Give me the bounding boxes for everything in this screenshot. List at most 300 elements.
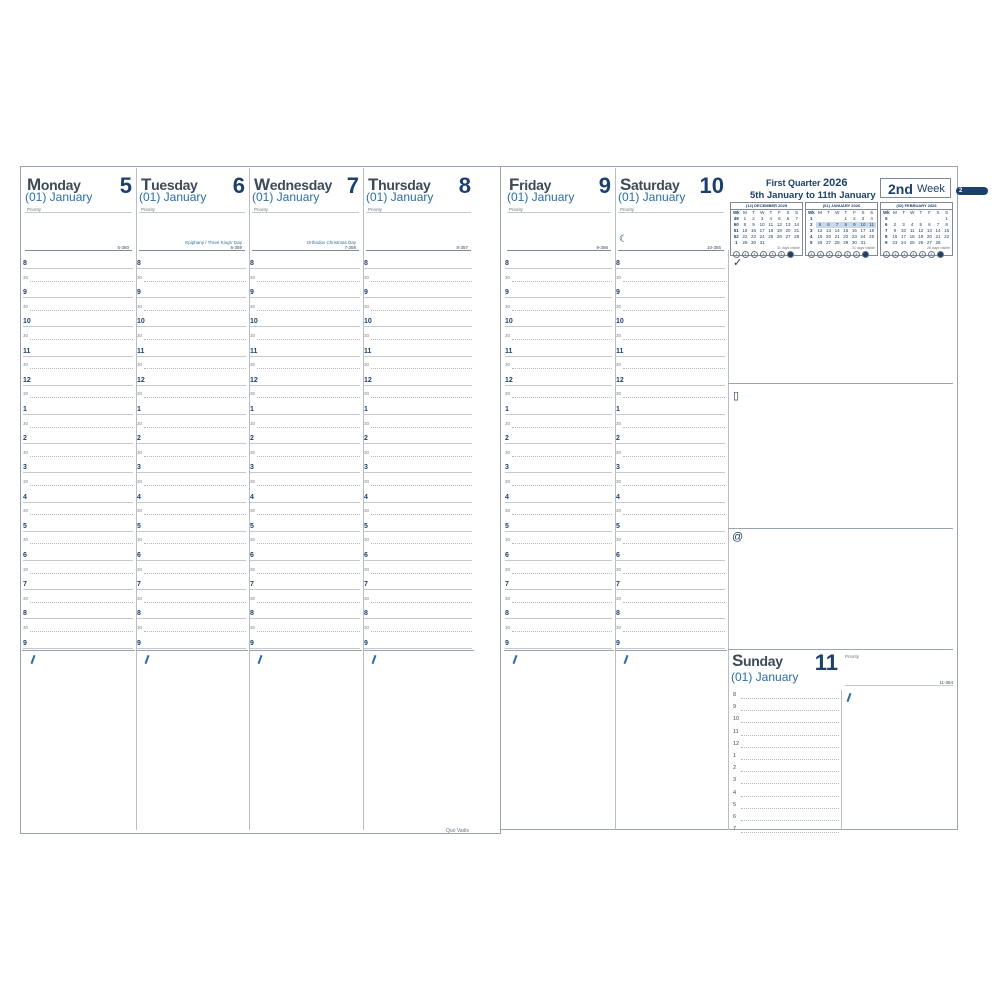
half-hour-line[interactable] <box>371 602 472 603</box>
half-hour-label: 30 <box>505 537 511 543</box>
half-hour-line[interactable] <box>144 573 246 574</box>
hour-line[interactable] <box>616 326 725 327</box>
hour-line[interactable] <box>23 356 133 357</box>
mini-calendar-cell[interactable]: 16 <box>892 234 898 239</box>
mini-calendar-footer: 31 days visible <box>852 246 875 250</box>
hour-line[interactable] <box>23 648 133 649</box>
half-hour-line[interactable] <box>512 485 612 486</box>
hour-line[interactable] <box>250 414 360 415</box>
hour-line[interactable] <box>23 618 133 619</box>
half-hour-line[interactable] <box>30 339 133 340</box>
hour-line[interactable] <box>505 326 612 327</box>
hour-line[interactable] <box>505 385 612 386</box>
mini-calendar-cell[interactable]: 4 <box>810 234 813 239</box>
mini-calendar-cell[interactable]: 4 <box>870 216 873 221</box>
mini-calendar-cell[interactable]: 13 <box>785 222 791 227</box>
hour-line[interactable] <box>137 589 246 590</box>
hour-line[interactable] <box>250 560 360 561</box>
hour-line[interactable] <box>364 531 472 532</box>
hour-line[interactable] <box>364 297 472 298</box>
half-hour-line[interactable] <box>512 456 612 457</box>
mini-calendar-cell[interactable]: 26 <box>918 240 924 245</box>
mini-calendar-cell[interactable]: 9 <box>850 222 859 228</box>
half-hour-line[interactable] <box>623 427 725 428</box>
half-hour-line[interactable] <box>371 281 472 282</box>
mini-calendar-cell[interactable]: 5 <box>778 216 781 221</box>
hour-line[interactable] <box>505 443 612 444</box>
mini-calendar-cell[interactable]: 12 <box>918 228 924 233</box>
half-hour-line[interactable] <box>257 310 360 311</box>
sunday-hour-line[interactable] <box>741 808 839 809</box>
sunday-hour-line[interactable] <box>741 771 839 772</box>
sunday-hour-line[interactable] <box>741 747 839 748</box>
mini-calendar-cell[interactable]: 19 <box>817 234 823 239</box>
half-hour-line[interactable] <box>144 368 246 369</box>
hour-line[interactable] <box>616 589 725 590</box>
mini-calendar-cell[interactable]: 30 <box>751 240 757 245</box>
mini-calendar-cell[interactable]: 1 <box>743 216 747 221</box>
hour-label: 8 <box>616 610 620 618</box>
hour-line[interactable] <box>616 443 725 444</box>
hour-line[interactable] <box>250 648 360 649</box>
half-hour-line[interactable] <box>512 543 612 544</box>
half-hour-line[interactable] <box>257 339 360 340</box>
half-hour-line[interactable] <box>257 631 360 632</box>
half-hour-label: 30 <box>616 479 622 484</box>
half-hour-line[interactable] <box>30 397 133 398</box>
sunday-hour-line[interactable] <box>741 710 839 711</box>
half-hour-line[interactable] <box>144 631 246 632</box>
hour-line[interactable] <box>616 297 725 298</box>
mini-calendar-cell[interactable]: 20 <box>926 234 932 239</box>
mini-calendar-cell[interactable]: 21 <box>834 234 840 239</box>
mini-calendar-cell[interactable]: 2 <box>752 216 755 221</box>
hour-line[interactable] <box>616 618 725 619</box>
hour-line[interactable] <box>250 385 360 386</box>
mini-calendar-cell[interactable]: 16 <box>851 228 857 233</box>
half-hour-line[interactable] <box>30 631 133 632</box>
half-hour-line[interactable] <box>144 339 246 340</box>
half-hour-line[interactable] <box>512 339 612 340</box>
hour-line[interactable] <box>616 472 725 473</box>
half-hour-line[interactable] <box>30 456 133 457</box>
mini-calendar-cell[interactable]: 4 <box>910 222 914 227</box>
half-hour-line[interactable] <box>371 456 472 457</box>
hour-line[interactable] <box>364 414 472 415</box>
mini-calendar-cell[interactable]: 10 <box>860 222 866 227</box>
half-hour-line[interactable] <box>371 573 472 574</box>
mini-calendar-cell[interactable]: 1 <box>735 240 738 245</box>
hour-line[interactable] <box>616 560 725 561</box>
hour-line[interactable] <box>23 414 133 415</box>
hour-line[interactable] <box>137 297 246 298</box>
hour-line[interactable] <box>23 443 133 444</box>
mini-calendar-cell[interactable]: 24 <box>759 234 765 239</box>
half-hour-line[interactable] <box>30 281 133 282</box>
hour-line[interactable] <box>137 531 246 532</box>
half-hour-line[interactable] <box>30 514 133 515</box>
mini-calendar-cell[interactable]: 15 <box>742 228 748 233</box>
hour-line[interactable] <box>250 326 360 327</box>
half-hour-line[interactable] <box>257 485 360 486</box>
mini-calendar-cell[interactable]: 52 <box>733 234 739 239</box>
mini-calendar-cell[interactable]: 31 <box>860 240 866 245</box>
mini-calendar-cell[interactable]: 22 <box>843 234 849 239</box>
half-hour-line[interactable] <box>623 485 725 486</box>
hour-line[interactable] <box>137 385 246 386</box>
mini-calendar-cell[interactable]: 25 <box>869 234 875 239</box>
hour-line[interactable] <box>616 502 725 503</box>
mini-calendar-cell[interactable]: 15 <box>843 228 849 233</box>
half-hour-label: 30 <box>250 595 256 601</box>
hour-label: 10 <box>250 318 258 326</box>
mini-calendar-cell[interactable]: 2 <box>810 222 813 227</box>
hour-line[interactable] <box>505 502 612 503</box>
sunday-hour-line[interactable] <box>741 820 839 821</box>
half-hour-line[interactable] <box>144 310 246 311</box>
hour-line[interactable] <box>505 297 612 298</box>
half-hour-line[interactable] <box>30 573 133 574</box>
mini-calendar-cell[interactable]: 28 <box>794 234 800 239</box>
sunday-hour-line[interactable] <box>741 832 839 833</box>
half-hour-line[interactable] <box>257 427 360 428</box>
half-hour-label: 30 <box>616 362 622 368</box>
mini-calendar-cell[interactable]: 12 <box>817 228 823 233</box>
mini-calendar-cell[interactable] <box>767 240 776 246</box>
mini-calendar-title: (12) DECEMBER 2025 <box>731 203 802 210</box>
mini-calendar-cell[interactable]: 21 <box>935 234 941 239</box>
half-hour-line[interactable] <box>257 514 360 515</box>
hour-line[interactable] <box>250 356 360 357</box>
half-hour-line[interactable] <box>623 310 725 311</box>
hour-line[interactable] <box>250 268 360 269</box>
mini-calendar-cell[interactable]: 18 <box>909 234 915 239</box>
half-hour-line[interactable] <box>623 456 725 457</box>
priority-label: Priority <box>368 207 383 212</box>
hour-line[interactable] <box>137 443 246 444</box>
half-hour-line[interactable] <box>144 602 246 603</box>
mini-calendar-cell[interactable]: 21 <box>794 228 800 233</box>
mini-calendar-cell[interactable]: 11 <box>869 222 875 227</box>
half-hour-line[interactable] <box>257 281 360 282</box>
half-hour-line[interactable] <box>371 368 472 369</box>
half-hour-line[interactable] <box>371 485 472 486</box>
sunday-hour-line[interactable] <box>741 735 839 736</box>
half-hour-line[interactable] <box>144 543 246 544</box>
half-hour-line[interactable] <box>144 281 246 282</box>
mini-calendar-cell[interactable]: 6 <box>824 222 833 228</box>
mini-calendar-cell[interactable]: 10 <box>759 222 765 227</box>
mini-calendar-cell[interactable]: 8 <box>885 234 888 239</box>
mini-calendar-cell[interactable]: 19 <box>776 228 782 233</box>
mini-calendar-cell[interactable]: 50 <box>733 222 739 227</box>
mini-calendar-cell[interactable]: 27 <box>926 240 932 245</box>
mini-calendar-cell[interactable]: 9 <box>752 222 755 227</box>
hour-line[interactable] <box>364 560 472 561</box>
half-hour-line[interactable] <box>30 368 133 369</box>
half-hour-line[interactable] <box>30 602 133 603</box>
hour-line[interactable] <box>23 502 133 503</box>
half-hour-line[interactable] <box>257 397 360 398</box>
mini-calendar-cell[interactable]: 9 <box>885 240 888 245</box>
mini-calendar-cell[interactable]: 12 <box>776 222 782 227</box>
half-hour-line[interactable] <box>144 456 246 457</box>
hour-line[interactable] <box>616 531 725 532</box>
mini-calendar-cell[interactable]: 8 <box>743 222 747 227</box>
half-hour-line[interactable] <box>623 543 725 544</box>
mini-calendar-cell[interactable]: 17 <box>901 234 907 239</box>
mini-calendar-cell[interactable]: 26 <box>776 234 782 239</box>
mini-calendar-cell[interactable]: 8 <box>945 222 948 227</box>
hour-line[interactable] <box>23 268 133 269</box>
mini-calendar-cell[interactable]: 17 <box>860 228 866 233</box>
half-hour-line[interactable] <box>257 573 360 574</box>
mini-calendar-cell[interactable]: 1 <box>945 216 948 221</box>
hour-line[interactable] <box>505 472 612 473</box>
mini-calendar-cell[interactable]: 17 <box>759 228 765 233</box>
half-hour-line[interactable] <box>371 543 472 544</box>
mini-calendar-cell[interactable]: 7 <box>936 222 940 227</box>
hour-line[interactable] <box>364 589 472 590</box>
half-hour-line[interactable] <box>30 427 133 428</box>
sunday-hour-line[interactable] <box>741 783 839 784</box>
mini-calendar-cell[interactable]: 13 <box>926 228 932 233</box>
mini-calendar-cell[interactable]: 18 <box>869 228 875 233</box>
half-hour-line[interactable] <box>623 368 725 369</box>
half-hour-line[interactable] <box>623 631 725 632</box>
hour-line[interactable] <box>23 589 133 590</box>
hour-line[interactable] <box>137 414 246 415</box>
sunday-hour-line[interactable] <box>741 722 839 723</box>
hour-line[interactable] <box>250 589 360 590</box>
mini-calendar-cell[interactable]: 3 <box>861 216 865 221</box>
mini-calendar-cell[interactable]: 3 <box>810 228 813 233</box>
hour-line[interactable] <box>616 414 725 415</box>
hour-line[interactable] <box>364 618 472 619</box>
day-circle: 5 <box>844 251 851 258</box>
hour-label: 8 <box>137 260 141 267</box>
hour-line[interactable] <box>23 472 133 473</box>
hour-line[interactable] <box>364 268 472 269</box>
half-hour-line[interactable] <box>512 631 612 632</box>
half-hour-line[interactable] <box>512 368 612 369</box>
hour-line[interactable] <box>23 326 133 327</box>
mini-calendar-cell[interactable]: 14 <box>834 228 840 233</box>
mini-calendar-cell[interactable]: 5 <box>919 222 923 227</box>
mini-calendar-cell[interactable]: 23 <box>851 234 857 239</box>
hour-line[interactable] <box>364 502 472 503</box>
hour-line[interactable] <box>137 502 246 503</box>
mini-calendar-cell[interactable]: 29 <box>742 240 748 245</box>
hour-line[interactable] <box>137 268 246 269</box>
mini-calendar-cell[interactable]: 29 <box>843 240 849 245</box>
half-hour-line[interactable] <box>30 543 133 544</box>
brand-label: Quo Vadis <box>446 828 469 834</box>
mini-calendar-cell[interactable]: 31 <box>759 240 765 245</box>
half-hour-line[interactable] <box>371 397 472 398</box>
half-hour-line[interactable] <box>371 427 472 428</box>
mini-calendar-cell[interactable]: 8 <box>842 222 851 228</box>
mini-calendar-cell[interactable]: 2 <box>853 216 856 221</box>
day-name: Thursday <box>368 175 431 194</box>
half-hour-line[interactable] <box>623 514 725 515</box>
hour-label: 4 <box>137 493 141 501</box>
hour-line[interactable] <box>250 502 360 503</box>
priority-line <box>366 212 471 213</box>
mini-calendar-cell[interactable]: 5 <box>885 216 888 221</box>
hour-line[interactable] <box>505 531 612 532</box>
half-hour-line[interactable] <box>257 456 360 457</box>
mini-calendar-cell[interactable]: 24 <box>901 240 907 245</box>
mini-calendar-cell[interactable]: 16 <box>751 228 757 233</box>
half-hour-line[interactable] <box>30 485 133 486</box>
mini-calendar-cell[interactable]: 49 <box>733 216 739 221</box>
mini-calendar-cell[interactable]: 51 <box>733 228 739 233</box>
sunday-hour-line[interactable] <box>741 759 839 760</box>
hour-line[interactable] <box>137 560 246 561</box>
hour-line[interactable] <box>23 385 133 386</box>
hour-line[interactable] <box>250 531 360 532</box>
half-hour-label: 30 <box>505 333 511 338</box>
mini-calendar-cell[interactable]: 2 <box>893 222 897 227</box>
half-hour-line[interactable] <box>30 310 133 311</box>
mini-calendar-cell[interactable]: 23 <box>751 234 757 239</box>
half-hour-line[interactable] <box>623 339 725 340</box>
hour-line[interactable] <box>505 589 612 590</box>
mini-calendar-cell[interactable]: 19 <box>918 234 924 239</box>
mini-calendar-head: Wk <box>732 210 740 215</box>
hour-line[interactable] <box>364 385 472 386</box>
half-hour-line[interactable] <box>623 573 725 574</box>
hour-line[interactable] <box>364 326 472 327</box>
mini-calendar-cell[interactable]: 20 <box>785 228 791 233</box>
half-hour-line[interactable] <box>257 602 360 603</box>
mini-calendar-cell[interactable]: 13 <box>826 228 832 233</box>
half-hour-line[interactable] <box>512 602 612 603</box>
mini-calendar-cell[interactable]: 24 <box>860 234 866 239</box>
hour-line[interactable] <box>137 618 246 619</box>
mini-calendar-cell[interactable]: 5 <box>816 222 825 228</box>
mini-calendar-cell[interactable]: 26 <box>817 240 823 245</box>
mini-calendar-cell[interactable]: 7 <box>795 216 798 221</box>
hour-line[interactable] <box>616 648 725 649</box>
mini-calendar-cell[interactable]: 3 <box>760 216 764 221</box>
mini-calendar-cell[interactable]: 11 <box>909 228 915 233</box>
mini-calendar-cell[interactable]: 22 <box>742 234 748 239</box>
hour-line[interactable] <box>137 356 246 357</box>
hour-line[interactable] <box>505 618 612 619</box>
hour-line[interactable] <box>250 297 360 298</box>
mini-calendar-cell[interactable]: 18 <box>768 228 774 233</box>
hour-line[interactable] <box>137 648 246 649</box>
mini-calendar-cell[interactable]: 27 <box>826 240 832 245</box>
hour-line[interactable] <box>505 648 612 649</box>
mini-calendar-cell[interactable]: 30 <box>851 240 857 245</box>
sunday-hour-line[interactable] <box>741 796 839 797</box>
hour-line[interactable] <box>616 268 725 269</box>
hour-line[interactable] <box>364 443 472 444</box>
mini-calendar-cell[interactable]: 1 <box>810 216 813 221</box>
half-hour-line[interactable] <box>623 397 725 398</box>
half-hour-line[interactable] <box>144 427 246 428</box>
mini-calendar-cell[interactable]: 6 <box>928 222 931 227</box>
mini-calendar-cell[interactable]: 22 <box>944 234 950 239</box>
half-hour-line[interactable] <box>144 514 246 515</box>
hour-line[interactable] <box>23 560 133 561</box>
half-hour-line[interactable] <box>512 310 612 311</box>
page-tab[interactable] <box>956 187 988 195</box>
sunday-hour-label: 11 <box>733 728 739 735</box>
mini-calendar-cell[interactable]: 23 <box>892 240 898 245</box>
half-hour-line[interactable] <box>371 310 472 311</box>
half-hour-line[interactable] <box>512 397 612 398</box>
half-hour-line[interactable] <box>623 602 725 603</box>
mini-calendar-cell[interactable]: 9 <box>893 228 897 233</box>
hour-line[interactable] <box>364 356 472 357</box>
hour-line[interactable] <box>137 326 246 327</box>
mini-calendar-cell[interactable]: 14 <box>935 228 941 233</box>
half-hour-line[interactable] <box>144 397 246 398</box>
mini-calendar-cell[interactable]: 25 <box>768 234 774 239</box>
mini-calendar-cell[interactable]: 4 <box>769 216 773 221</box>
mini-calendar-cell[interactable]: 7 <box>885 228 888 233</box>
half-hour-line[interactable] <box>371 514 472 515</box>
mini-calendar-cell[interactable]: 28 <box>935 240 941 245</box>
hour-line[interactable] <box>505 560 612 561</box>
hour-line[interactable] <box>364 648 472 649</box>
mini-calendar-cell[interactable]: 20 <box>826 234 832 239</box>
mini-calendar-cell[interactable]: 10 <box>901 228 907 233</box>
hour-line[interactable] <box>505 414 612 415</box>
half-hour-line[interactable] <box>512 514 612 515</box>
mini-calendar-cell[interactable]: 7 <box>833 222 842 228</box>
mini-calendar-cell[interactable]: 14 <box>794 222 800 227</box>
hour-line[interactable] <box>250 618 360 619</box>
mini-calendar-cell[interactable]: 15 <box>944 228 950 233</box>
hour-line[interactable] <box>250 472 360 473</box>
mini-calendar-cell[interactable]: 5 <box>810 240 813 245</box>
hour-line[interactable] <box>23 297 133 298</box>
hour-line[interactable] <box>616 356 725 357</box>
hour-line[interactable] <box>250 443 360 444</box>
half-hour-line[interactable] <box>257 368 360 369</box>
hour-line[interactable] <box>616 385 725 386</box>
hour-line[interactable] <box>23 531 133 532</box>
mini-calendar-cell[interactable]: 3 <box>902 222 905 227</box>
half-hour-line[interactable] <box>371 631 472 632</box>
half-hour-line[interactable] <box>512 281 612 282</box>
half-hour-line[interactable] <box>144 485 246 486</box>
hour-line[interactable] <box>137 472 246 473</box>
half-hour-line[interactable] <box>623 281 725 282</box>
mini-calendar-cell[interactable]: 11 <box>768 222 774 227</box>
hour-line[interactable] <box>505 268 612 269</box>
mini-calendar-cell[interactable]: 25 <box>909 240 915 245</box>
day-name: Saturday <box>620 175 680 194</box>
sunday-hour-line[interactable] <box>741 698 839 699</box>
mini-calendar-cell[interactable]: 27 <box>785 234 791 239</box>
mini-calendar-cell[interactable]: 28 <box>834 240 840 245</box>
hour-line[interactable] <box>505 356 612 357</box>
mini-calendar-cell[interactable]: 6 <box>885 222 888 227</box>
half-hour-line[interactable] <box>512 573 612 574</box>
half-hour-line[interactable] <box>257 543 360 544</box>
half-hour-line[interactable] <box>512 427 612 428</box>
hour-line[interactable] <box>364 472 472 473</box>
half-hour-line[interactable] <box>371 339 472 340</box>
mini-calendar-cell[interactable]: 6 <box>786 216 790 221</box>
mini-calendar-cell[interactable]: 1 <box>844 216 848 221</box>
